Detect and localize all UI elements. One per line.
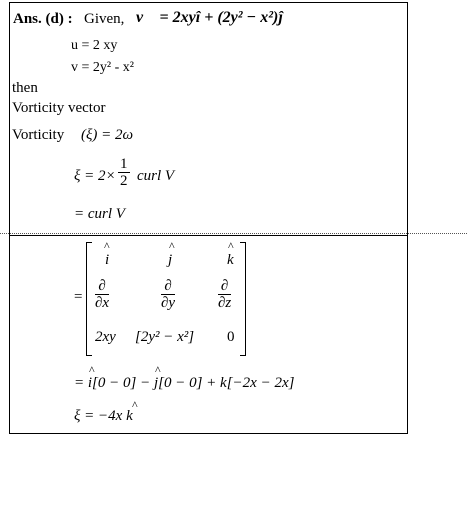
hat-i-expansion: ^ [89, 363, 95, 377]
page-divider [0, 233, 467, 234]
partial-den-y: ∂y [161, 295, 176, 311]
det-r1-c1: i [105, 252, 110, 268]
det-r1-c3: k [227, 252, 234, 268]
hat-k: ^ [228, 239, 234, 253]
vorticity-vector-text: Vorticity vector [12, 100, 106, 116]
answer-label: Ans. (d) : [13, 11, 73, 27]
given-label: Given, [84, 11, 125, 27]
velocity-equation: v⃗ = 2xyî + (2y² − x²)ĵ [136, 9, 283, 26]
expansion-line: = i[0 − 0] − j[0 − 0] + k[−2x − 2x] [74, 375, 295, 391]
det-r2-c2 [161, 278, 175, 311]
partial-den-x: ∂x [95, 295, 110, 311]
step2: = curl V⃗ [74, 206, 137, 222]
then-text: then [12, 80, 38, 96]
partial-num-1: ∂ [95, 278, 109, 295]
hat-k-final: ^ [132, 398, 138, 412]
solution-box-top [9, 2, 408, 236]
det-r2-c3 [218, 278, 231, 311]
partial-num-3: ∂ [218, 278, 231, 295]
det-r3-c1: 2xy [95, 329, 116, 345]
u-component: u = 2 xy [71, 38, 118, 53]
vorticity-def: (ξ) = 2ω⃗ [81, 127, 145, 143]
partial-num-2: ∂ [161, 278, 175, 295]
vorticity-def-label: Vorticity [12, 127, 65, 143]
final-result: ξ = −4x k [74, 408, 133, 424]
step1-frac-numerator: 1 [120, 156, 128, 172]
solution-box-bottom [9, 235, 408, 434]
step1-fraction [118, 156, 130, 189]
partial-den-z: ∂z [218, 295, 232, 311]
determinant-left-bar [86, 242, 92, 356]
step1-rhs: curl V⃗ [137, 168, 186, 184]
step1-frac-denominator: 2 [120, 173, 128, 189]
determinant-right-bar [240, 242, 246, 356]
hat-i: ^ [104, 239, 110, 253]
det-r1-c2: j [168, 252, 173, 268]
determinant-equals: = [74, 289, 83, 305]
hat-j: ^ [169, 239, 175, 253]
v-component: v = 2y² - x² [71, 60, 134, 75]
hat-j-expansion: ^ [155, 363, 161, 377]
det-r3-c2: [2y² − x²] [135, 329, 195, 345]
det-r3-c3: 0 [227, 329, 235, 345]
det-r2-c1 [95, 278, 109, 311]
step1-lhs: ξ = 2× [74, 168, 116, 184]
